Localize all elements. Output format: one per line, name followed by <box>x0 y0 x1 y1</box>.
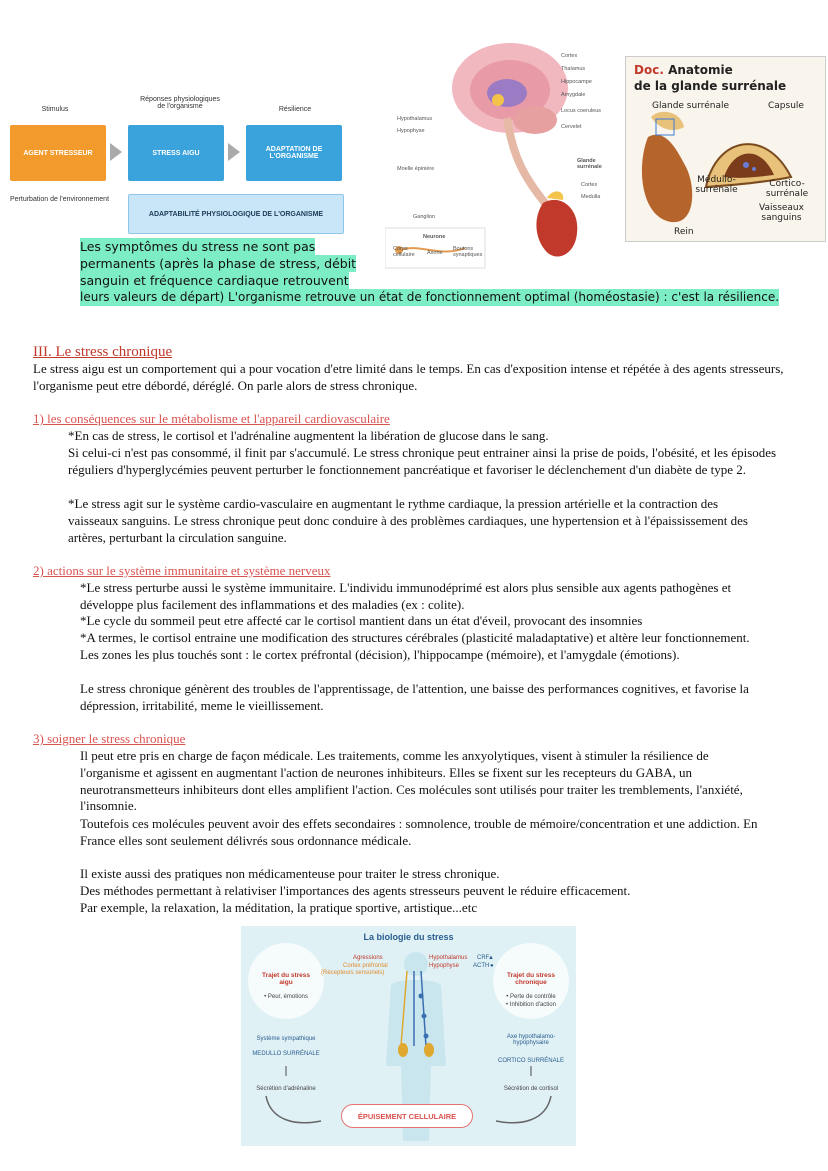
box-adaptabilite: ADAPTABILITÉ PHYSIOLOGIQUE DE L'ORGANISME <box>128 194 344 234</box>
section-title: III. Le stress chronique <box>33 344 173 360</box>
label-moelle: Moelle épinière <box>397 166 435 172</box>
adrenal-doc-panel <box>625 56 826 242</box>
acth-dot-icon: ● <box>490 963 494 969</box>
arrow-icon <box>110 143 122 161</box>
highlight-line-2: permanents (après la phase de stress, débit <box>80 256 357 271</box>
bio-crf: CRF <box>477 955 490 961</box>
label-cortex: Cortex <box>561 53 578 59</box>
resilience-label: Résilience <box>278 106 312 113</box>
bio-right-title: Trajet du stress chronique <box>506 972 556 986</box>
label-amygdale: Amygdale <box>561 92 586 98</box>
bio-right-item2: • Inhibition d'action <box>506 1002 556 1008</box>
bio-hypothalamus: Hypothalamus <box>429 955 468 961</box>
bio-right-item1: • Perte de contrôle <box>506 994 556 1000</box>
sub2-p1: *Le stress perturbe aussi le système immunitaire. L'individu immunodéprimé est alors plus sensible aux agents pathogènes et développe plus facilement des inflammations et des maladies (ex : colite). <box>80 580 732 612</box>
doc-label-medullo: Médullo-surrénale <box>695 175 738 195</box>
bio-left-items: • Peur, émotions <box>264 994 308 1000</box>
stimulus-label: Stimulus <box>41 106 69 113</box>
label-axone: Axone <box>427 250 443 256</box>
perturbation-label: Perturbation de l'environnement <box>10 196 110 203</box>
label-gl-cortex: Cortex <box>581 182 598 188</box>
doc-label-capsule: Capsule <box>768 101 804 111</box>
label-hypothalamus: Hypothalamus <box>397 116 433 122</box>
bio-title: La biologie du stress <box>363 932 454 942</box>
bio-left-title: Trajet du stress aigu <box>261 972 311 986</box>
bio-acth: ACTH <box>473 963 490 969</box>
bio-agressions: Agressions <box>353 955 383 961</box>
box-stress-aigu: STRESS AIGU <box>128 125 224 181</box>
sub1-p1: *En cas de stress, le cortisol et l'adrénaline augmentent la libération de glucose dans le sang. <box>68 428 549 443</box>
box-adaptation: ADAPTATION DE L'ORGANISME <box>246 125 342 181</box>
sub3-p4: Des méthodes permettant à relativiser l'importances des agents stresseurs peuvent le réduire efficacement. <box>80 883 631 898</box>
brain-illustration <box>385 28 617 273</box>
doc-title-line2: de la glande surrénale <box>634 79 787 93</box>
sub3-p5: Par exemple, la relaxation, la méditation, la pratique sportive, artistique...etc <box>80 900 478 915</box>
label-locus: Locus coeruleus <box>561 108 602 114</box>
label-boutons: Boutons synaptiques <box>453 246 483 258</box>
label-cervelet: Cervelet <box>561 124 582 130</box>
doc-prefix: Doc. <box>634 63 664 77</box>
bio-axe: Axe hypothalamo-hypophysaire <box>506 1034 556 1046</box>
label-ganglion: Ganglion <box>413 214 436 220</box>
box-agent-stresseur: AGENT STRESSEUR <box>10 125 106 181</box>
subsection-2-title: 2) actions sur le système immunitaire et système nerveux <box>33 563 331 578</box>
label-medulla: Medulla <box>581 194 601 200</box>
crf-triangle-icon: ▲ <box>488 955 494 961</box>
stress-biology-infographic <box>241 926 576 1146</box>
label-glande: Glande surrénale <box>577 158 602 170</box>
bio-secretion-cort: Sécrétion de cortisol <box>503 1086 559 1092</box>
doc-title: Anatomie <box>668 63 733 77</box>
arrow-icon <box>228 143 240 161</box>
bio-cortex: Cortex préfrontal <box>343 963 388 969</box>
sub3-p1: Il peut etre pris en charge de façon médicale. Les traitements, comme les anxyolytiques, visent à stimuler la résilience de l'organisme et agissent en augmentant l'action de neurones inhibiteurs. Elles se fixent sur les recepteurs du GABA, un neurotransmetteurs inhibiteurs dont elles amplifient l'action. Ces molécules sont utilisés pour traiter les tremblements, l'anxiété, l'insomnie. <box>80 748 743 814</box>
subsection-3-title: 3) soigner le stress chronique <box>33 731 186 746</box>
bio-hypophyse: Hypophyse <box>429 963 460 969</box>
subsection-1-title: 1) les conséquences sur le métabolisme et l'appareil cardiovasculaire <box>33 411 390 426</box>
highlight-line-4: leurs valeurs de départ) L'organisme retrouve un état de fonctionnement optimal (homéostasie) : c'est la résilience. <box>80 290 780 304</box>
sub3-p3: Il existe aussi des pratiques non médicamenteuse pour traiter le stress chronique. <box>80 866 500 881</box>
sub2-p4: Le stress chronique génèrent des troubles de l'apprentissage, de l'attention, une baisse des performances cognitives, et favorise la dépression, irritabilité, meme le vieillissement. <box>80 681 749 713</box>
highlight-line-3: sanguin et fréquence cardiaque retrouvent <box>80 273 349 288</box>
label-neurone: Neurone <box>423 234 446 240</box>
section-intro: Le stress aigu est un comportement qui a pour vocation d'etre limité dans le temps. En cas d'exposition intense et répétée à des agents stresseurs, l'organisme peut etre débordé, déréglé. On parle alors de stress chronique. <box>33 361 784 393</box>
bio-epuisement: ÉPUISEMENT CELLULAIRE <box>341 1104 473 1128</box>
bio-cortico: CORTICO SURRÉNALE <box>498 1058 564 1064</box>
bio-medullo: MEDULLO SURRÉNALE <box>252 1051 320 1057</box>
bio-sympa: Système sympathique <box>256 1036 316 1042</box>
highlight-line-1: Les symptômes du stress ne sont pas <box>80 239 316 254</box>
doc-label-vaisseaux: Vaisseaux sanguins <box>759 203 804 223</box>
doc-label-cortico: Cortico-surrénale <box>765 179 809 199</box>
sub2-p2: *Le cycle du sommeil peut etre affecté car le cortisol mantient dans un état d'éveil, provocant des insomnies <box>80 613 643 628</box>
sub2-p3: *A termes, le cortisol entraine une modification des structures cérébrales (plasticité maladaptative) et altère leur fonctionnement. Les zones les plus touchés sont : le cortex préfrontal (décision), l'hippocampe (mémoire), et l'amygdale (émotions). <box>80 630 750 662</box>
brain-adrenal-diagram <box>385 28 617 273</box>
bio-recepteurs: (Récepteurs sensoriels) <box>321 970 385 976</box>
label-corps: Corps cellulaire <box>393 246 415 258</box>
label-thalamus: Thalamus <box>561 66 586 72</box>
responses-label: Réponses physiologiques de l'organisme <box>140 96 220 110</box>
doc-label-rein: Rein <box>674 227 694 237</box>
label-hypophyse: Hypophyse <box>397 128 425 134</box>
bio-secretion-adr: Sécrétion d'adrénaline <box>256 1086 316 1092</box>
sub1-p2: Si celui-ci n'est pas consommé, il finit par s'accumulé. Le stress chronique peut entrainer ainsi la prise de poids, l'obésité, et les épisodes réguliers d'hyperglycémies peuvent perturber le fonctionnement pancréatique et favoriser le déclenchement d'un diabète de type 2. <box>68 445 777 477</box>
sub3-p2: Toutefois ces molécules peuvent avoir des effets secondaires : somnolence, trouble de mémoire/concentration et une addiction. En France elles sont seulement délivrés sous ordonnance médicale. <box>80 816 758 848</box>
sub1-p3: *Le stress agit sur le système cardio-vasculaire en augmentant le rythme cardiaque, la pression artérielle et la contraction des vaisseaux sanguins. Le stress chronique peut donc conduire à des problèmes cardiaques, une hypertension et à l'épaississement des artères, perturbant la circulation sanguine. <box>68 496 748 545</box>
label-hippocampe: Hippocampe <box>561 79 592 85</box>
doc-label-glande: Glande surrénale <box>652 101 730 111</box>
